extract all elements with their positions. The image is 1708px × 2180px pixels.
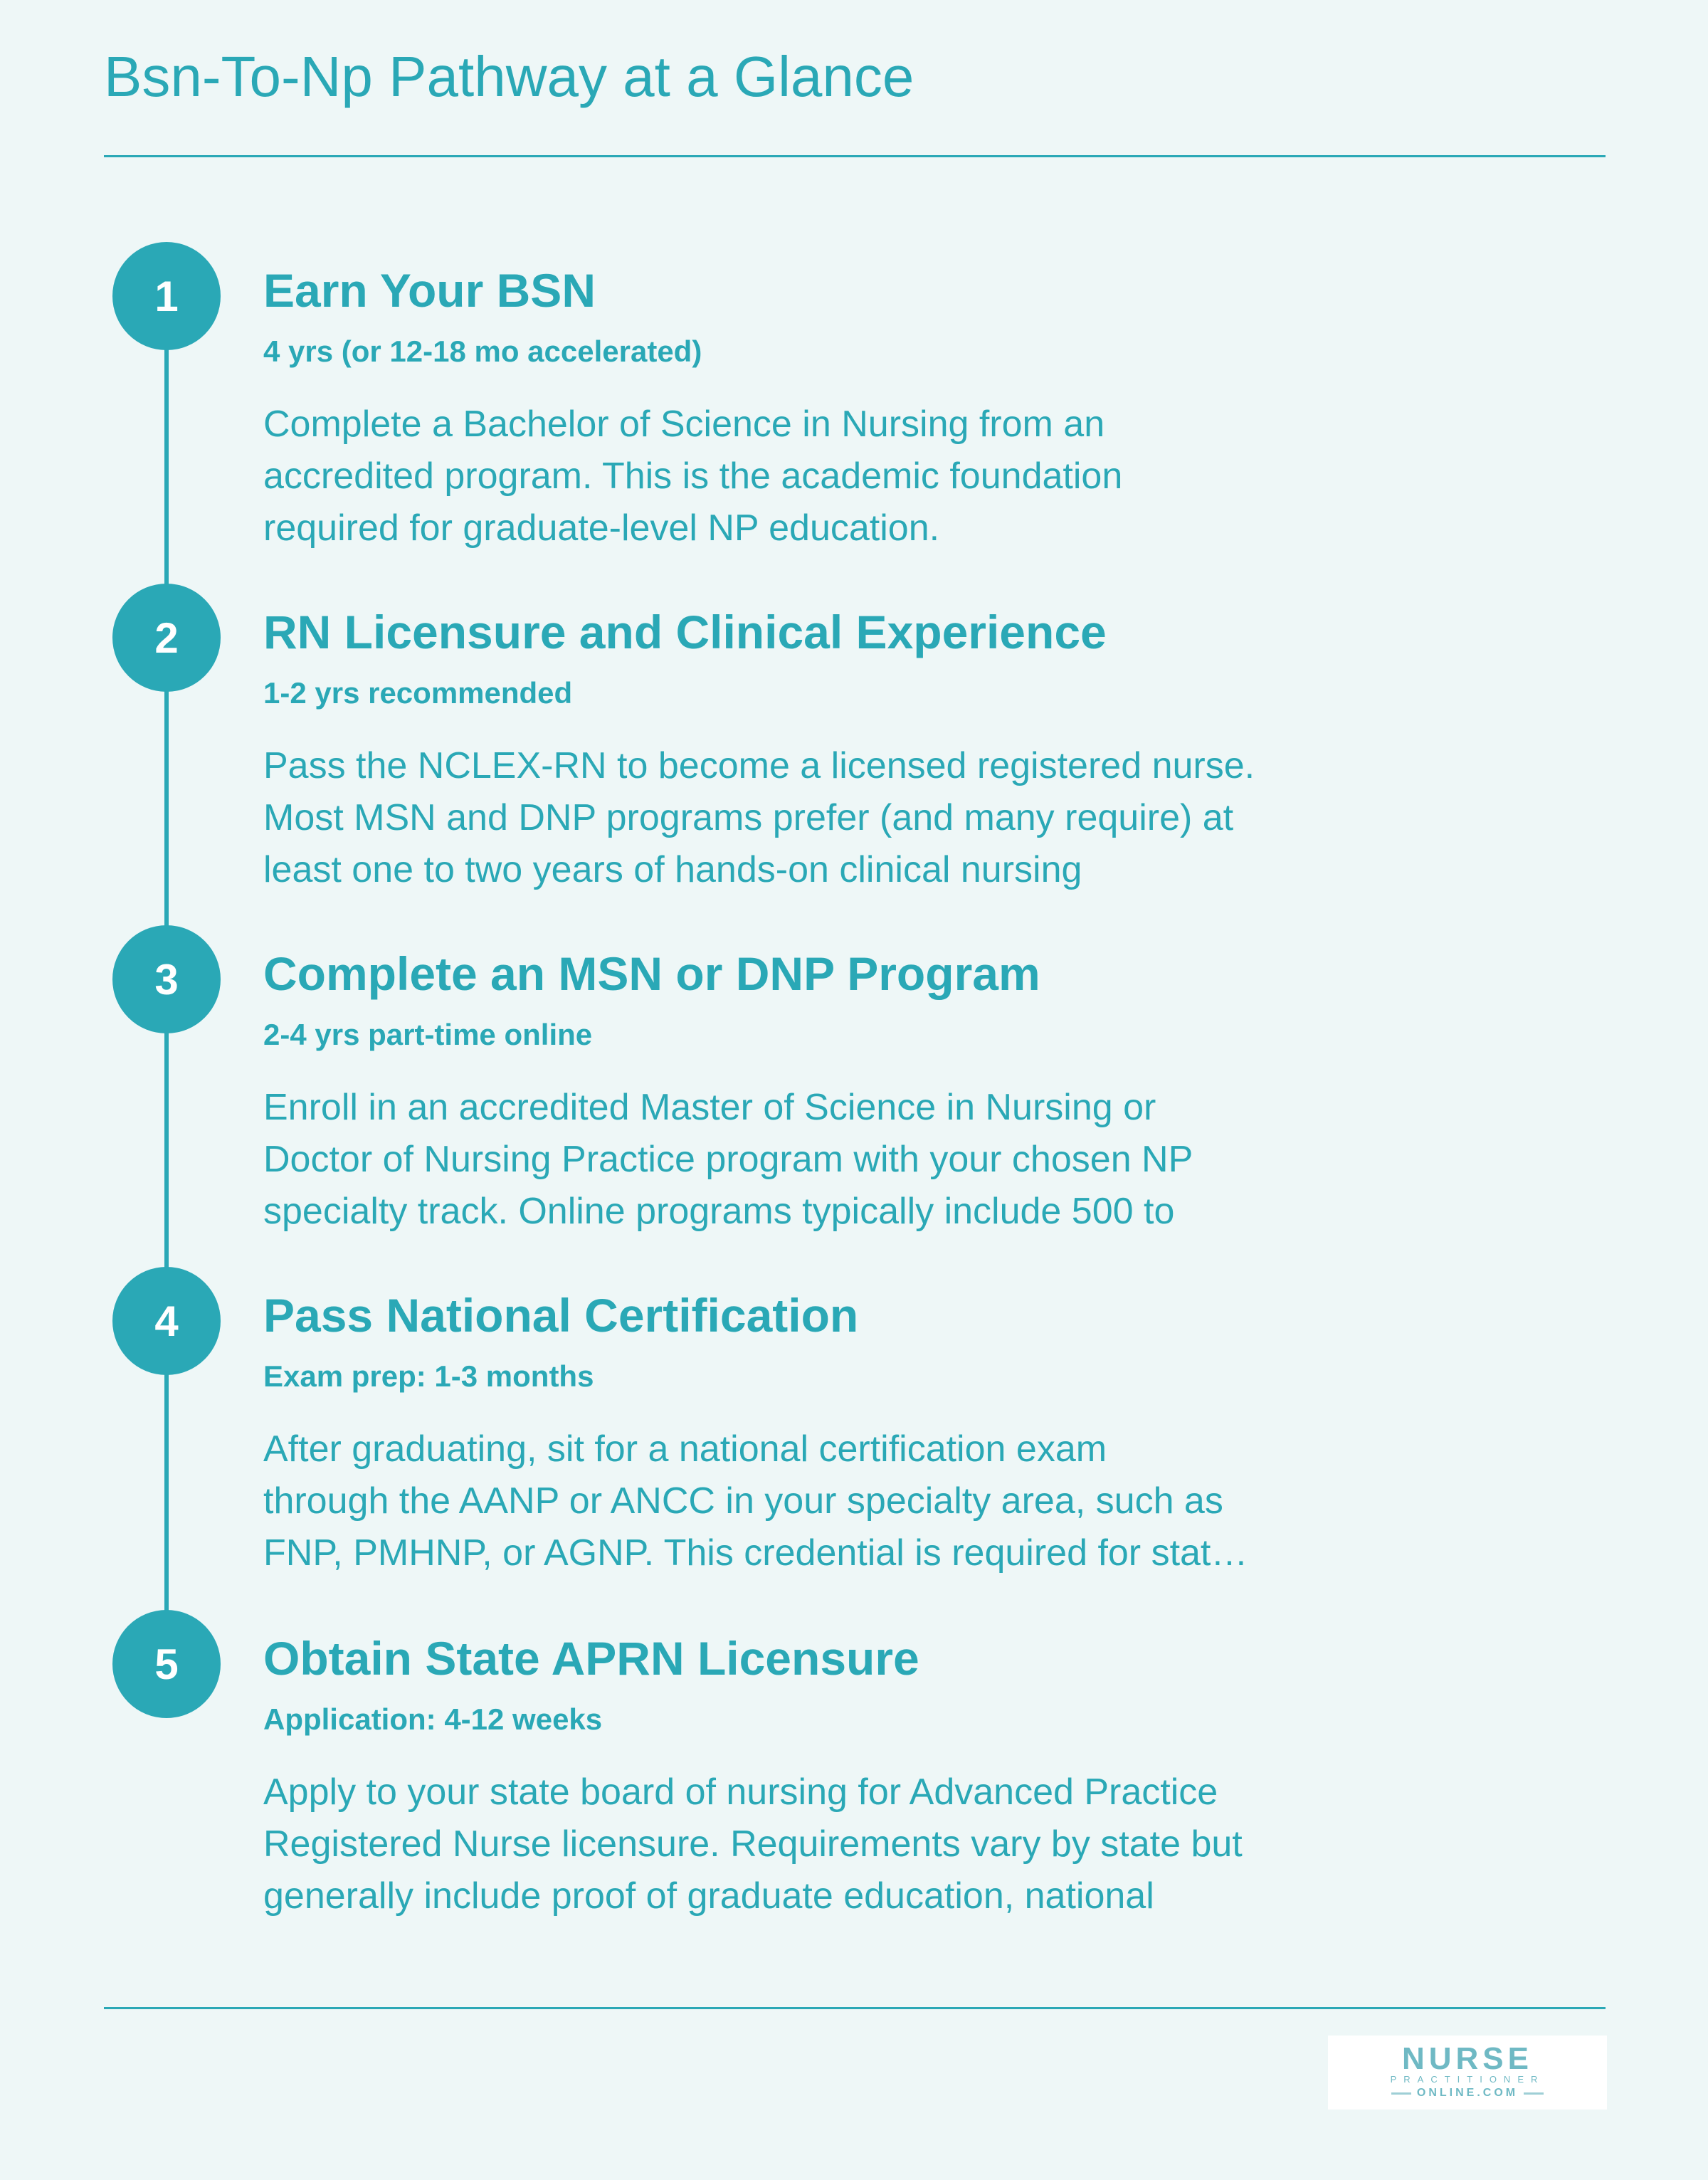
description-line: Apply to your state board of nursing for Advanced Practice: [263, 1771, 1218, 1813]
description-line: specialty track. Online programs typically include 500 to: [263, 1191, 1175, 1232]
page-title: Bsn-To-Np Pathway at a Glance: [104, 45, 914, 108]
step-number-badge: 3: [112, 925, 221, 1033]
description-line: generally include proof of graduate education, national: [263, 1875, 1154, 1917]
step-description: [263, 1423, 1352, 1579]
logo-subtitle: PRACTITIONER: [1390, 2074, 1545, 2085]
step-duration: Exam prep: 1-3 months: [263, 1359, 594, 1393]
description-line: FNP, PMHNP, or AGNP. This credential is required for stat…: [263, 1532, 1248, 1574]
description-line: Pass the NCLEX-RN to become a licensed registered nurse.: [263, 745, 1255, 786]
logo-domain: [1391, 2086, 1544, 2100]
step-4: [0, 1267, 1708, 1574]
description-line: least one to two years of hands-on clinical nursing: [263, 849, 1082, 890]
step-2: [0, 584, 1708, 890]
step-5: [0, 1610, 1708, 1917]
step-title: Obtain State APRN Licensure: [263, 1632, 919, 1685]
description-line: through the AANP or ANCC in your specialty area, such as: [263, 1480, 1223, 1522]
step-duration: 2-4 yrs part-time online: [263, 1018, 593, 1051]
logo-dash-left: [1391, 2092, 1411, 2095]
description-line: Complete a Bachelor of Science in Nursing from an: [263, 404, 1105, 445]
step-title: Earn Your BSN: [263, 264, 596, 317]
step-title: Pass National Certification: [263, 1289, 859, 1342]
step-description: [263, 399, 1352, 554]
logo-wordmark: NURSE: [1401, 2041, 1534, 2076]
step-duration: 1-2 yrs recommended: [263, 676, 573, 710]
description-line: Doctor of Nursing Practice program with your chosen NP: [263, 1139, 1193, 1180]
logo-domain-text: ONLINE.COM: [1416, 2087, 1519, 2099]
logo-dash-right: [1524, 2092, 1544, 2095]
description-line: Registered Nurse licensure. Requirements vary by state but: [263, 1823, 1243, 1865]
description-line: accredited program. This is the academic foundation: [263, 456, 1123, 497]
step-description: [263, 1082, 1352, 1238]
step-number-badge: 4: [112, 1267, 221, 1375]
description-line: required for graduate-level NP education.: [263, 507, 940, 549]
step-duration: Application: 4-12 weeks: [263, 1702, 603, 1736]
step-duration: 4 yrs (or 12-18 mo accelerated): [263, 335, 702, 368]
step-1: [0, 242, 1708, 549]
step-description: [263, 1766, 1352, 1922]
step-title: RN Licensure and Clinical Experience: [263, 606, 1107, 658]
step-number-badge: 5: [112, 1610, 221, 1718]
step-3: [0, 925, 1708, 1232]
description-line: Most MSN and DNP programs prefer (and many require) at: [263, 797, 1234, 838]
step-number-badge: 1: [112, 242, 221, 350]
nurse-practitioner-online-logo: [1328, 2036, 1607, 2110]
description-line: Enroll in an accredited Master of Science in Nursing or: [263, 1087, 1156, 1128]
footer-divider: [104, 2007, 1606, 2009]
step-description: [263, 740, 1352, 896]
step-title: Complete an MSN or DNP Program: [263, 947, 1040, 1000]
description-line: After graduating, sit for a national certification exam: [263, 1428, 1107, 1470]
step-number-badge: 2: [112, 584, 221, 692]
